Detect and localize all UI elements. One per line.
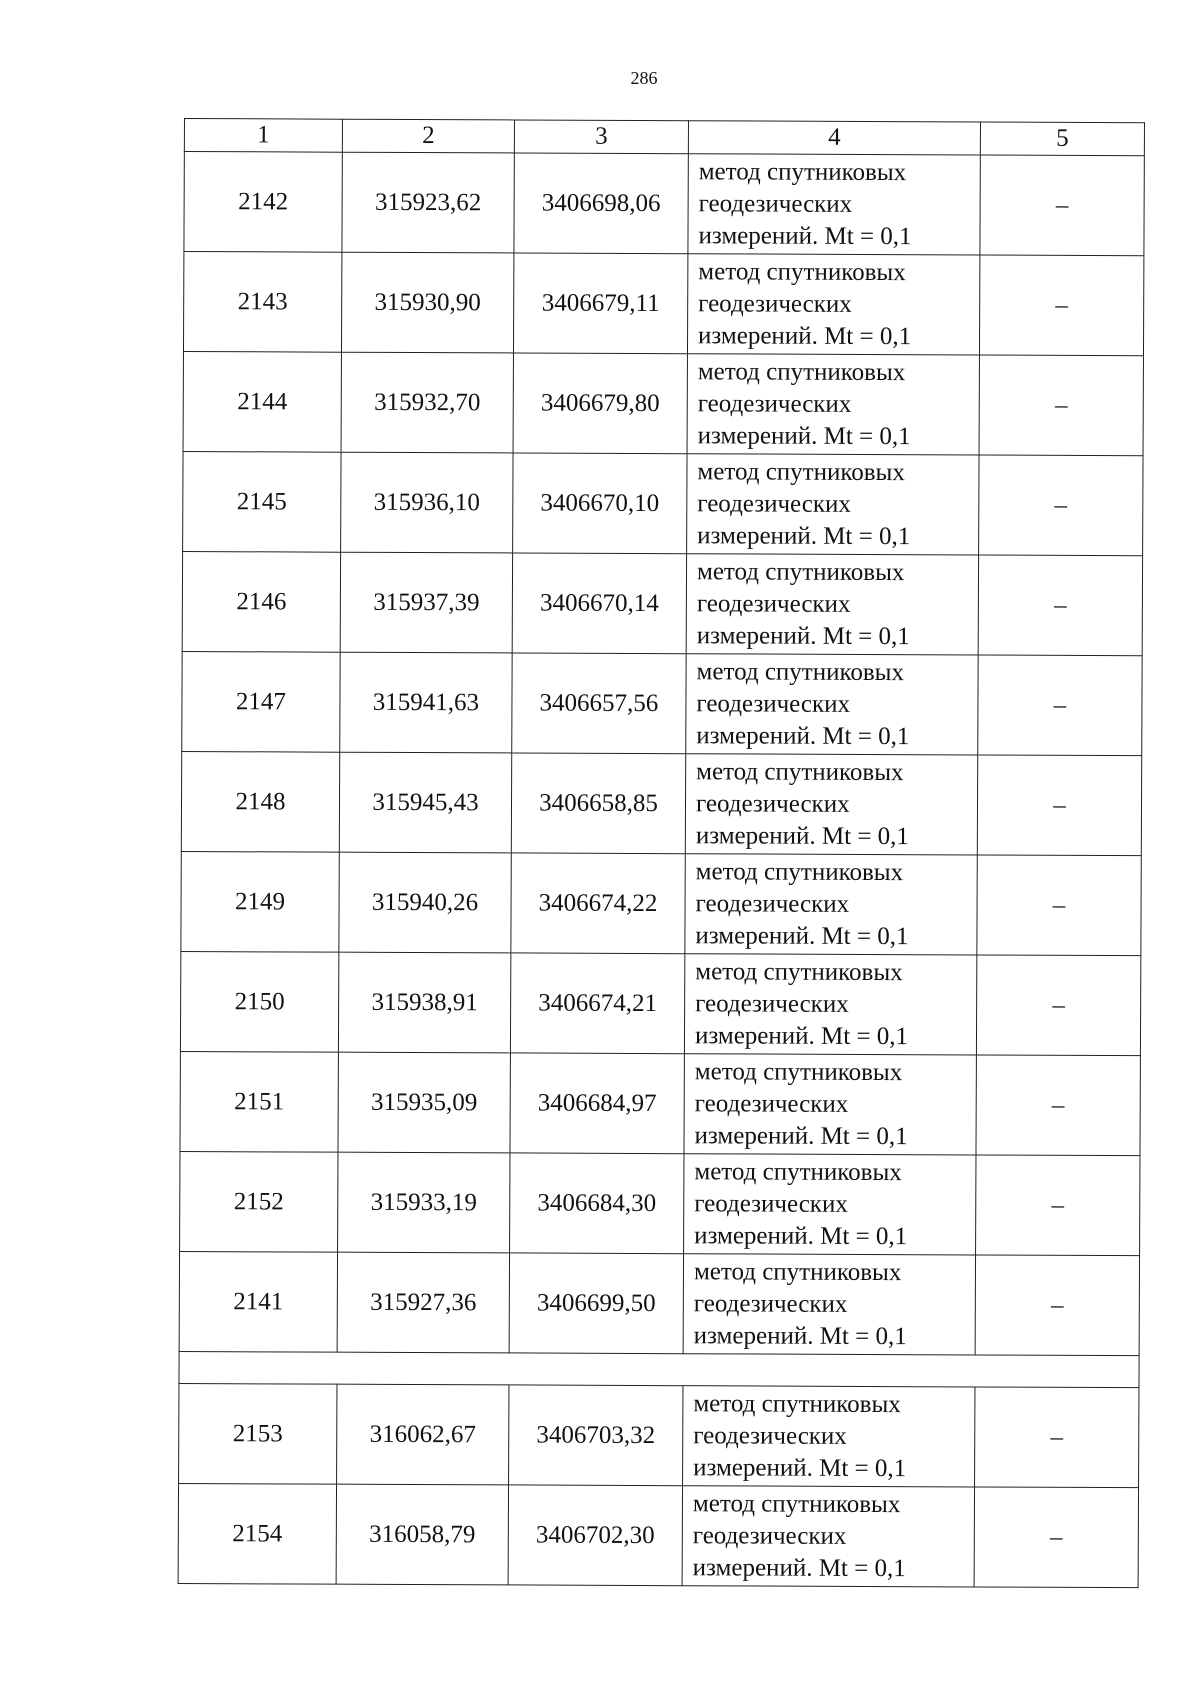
method-line: геодезических — [695, 989, 849, 1018]
method-line: измерений. Mt = 0,1 — [698, 221, 912, 250]
note-cell: – — [977, 755, 1141, 856]
y-coordinate-cell: 3406674,22 — [511, 853, 685, 954]
method-line: геодезических — [696, 689, 851, 718]
method-line: геодезических — [693, 1289, 848, 1318]
method-line: геодезических — [694, 1089, 849, 1118]
method-line: метод спутниковых — [695, 857, 904, 886]
method-cell — [687, 454, 979, 555]
method-cell — [684, 954, 976, 1055]
x-coordinate-cell: 315941,63 — [340, 652, 512, 753]
method-line: метод спутниковых — [694, 1057, 903, 1086]
point-number-cell: 2144 — [183, 351, 341, 452]
point-number-cell: 2147 — [182, 651, 340, 752]
note-cell: – — [977, 855, 1141, 956]
method-line: измерений. Mt = 0,1 — [697, 321, 912, 350]
method-cell — [686, 654, 978, 755]
method-cell — [684, 1154, 976, 1255]
x-coordinate-cell: 315930,90 — [341, 252, 513, 353]
y-coordinate-cell: 3406684,97 — [510, 1053, 684, 1154]
method-line: геодезических — [694, 1189, 848, 1218]
column-header-4: 4 — [688, 121, 980, 155]
point-number-cell: 2145 — [183, 451, 341, 552]
note-cell: – — [980, 155, 1144, 256]
column-header-2: 2 — [342, 119, 514, 153]
x-coordinate-cell: 315938,91 — [338, 952, 510, 1053]
x-coordinate-cell: 315932,70 — [341, 352, 513, 453]
note-cell: – — [978, 555, 1142, 656]
method-line: геодезических — [698, 289, 852, 318]
point-number-cell: 2152 — [180, 1151, 338, 1252]
x-coordinate-cell: 316062,67 — [337, 1384, 509, 1485]
table-row — [179, 1251, 1139, 1355]
note-cell: – — [976, 955, 1140, 1056]
table-row — [178, 1483, 1138, 1587]
method-cell — [685, 754, 977, 855]
point-number-cell: 2141 — [179, 1251, 337, 1352]
method-line: геодезических — [693, 1421, 847, 1450]
method-line: измерений. Mt = 0,1 — [693, 1453, 907, 1482]
method-line: измерений. Mt = 0,1 — [694, 1021, 909, 1050]
point-number-cell: 2151 — [180, 1051, 338, 1152]
method-line: метод спутниковых — [694, 1157, 902, 1186]
method-cell — [684, 1054, 976, 1155]
group-separator-row — [179, 1351, 1139, 1387]
method-line: метод спутниковых — [697, 357, 906, 386]
column-header-5: 5 — [980, 122, 1144, 156]
x-coordinate-cell: 315935,09 — [338, 1052, 510, 1153]
method-line: метод спутниковых — [696, 657, 905, 686]
method-cell — [688, 154, 980, 255]
x-coordinate-cell: 315940,26 — [339, 852, 511, 953]
x-coordinate-cell: 315936,10 — [341, 452, 513, 553]
x-coordinate-cell: 315937,39 — [340, 552, 512, 653]
method-cell — [682, 1486, 974, 1587]
method-cell — [687, 354, 979, 455]
note-cell: – — [978, 655, 1142, 756]
method-line: метод спутниковых — [696, 557, 905, 586]
y-coordinate-cell: 3406703,32 — [509, 1385, 683, 1486]
point-number-cell: 2146 — [182, 551, 340, 652]
method-line: измерений. Mt = 0,1 — [694, 1121, 908, 1150]
method-line: геодезических — [695, 789, 850, 818]
method-line: геодезических — [695, 889, 850, 918]
y-coordinate-cell: 3406674,21 — [510, 953, 684, 1054]
y-coordinate-cell: 3406657,56 — [512, 653, 686, 754]
method-line: геодезических — [698, 189, 853, 218]
note-cell: – — [975, 1255, 1139, 1356]
x-coordinate-cell: 315933,19 — [338, 1152, 510, 1253]
y-coordinate-cell: 3406702,30 — [508, 1485, 682, 1586]
method-line: измерений. Mt = 0,1 — [696, 621, 910, 650]
method-line: метод спутниковых — [693, 1389, 901, 1418]
table-row — [184, 152, 1144, 256]
column-header-1: 1 — [184, 119, 342, 153]
column-header-3: 3 — [514, 120, 688, 154]
method-line: измерений. Mt = 0,1 — [695, 921, 909, 950]
table-row — [180, 1051, 1140, 1155]
method-line: измерений. Mt = 0,1 — [693, 1321, 907, 1350]
y-coordinate-cell: 3406699,50 — [509, 1253, 683, 1354]
method-line: метод спутниковых — [692, 1489, 901, 1518]
table-row — [182, 651, 1142, 755]
method-cell — [687, 254, 979, 355]
method-line: измерений. Mt = 0,1 — [696, 721, 910, 750]
note-cell: – — [976, 1155, 1140, 1256]
method-cell — [683, 1386, 975, 1487]
table-row — [179, 1383, 1139, 1487]
method-line: геодезических — [697, 389, 852, 418]
note-cell: – — [979, 455, 1143, 556]
table-header-row — [184, 119, 1144, 156]
table-body — [178, 152, 1144, 1588]
point-number-cell: 2150 — [180, 951, 338, 1052]
table-row — [183, 351, 1143, 455]
y-coordinate-cell: 3406684,30 — [510, 1153, 684, 1254]
table-row — [180, 951, 1140, 1055]
method-line: измерений. Mt = 0,1 — [697, 421, 911, 450]
method-line: измерений. Mt = 0,1 — [694, 1221, 908, 1250]
page-number: 286 — [630, 68, 658, 88]
method-line: измерений. Mt = 0,1 — [692, 1553, 906, 1582]
y-coordinate-cell: 3406670,10 — [513, 453, 687, 554]
point-number-cell: 2149 — [181, 851, 339, 952]
note-cell: – — [975, 1387, 1139, 1488]
method-line: измерений. Mt = 0,1 — [695, 821, 910, 850]
table-row — [180, 1151, 1140, 1255]
y-coordinate-cell: 3406698,06 — [514, 153, 688, 254]
method-cell — [686, 554, 978, 655]
point-number-cell: 2142 — [184, 152, 342, 253]
method-cell — [685, 854, 977, 955]
method-line: измерений. Mt = 0,1 — [697, 521, 911, 550]
method-line: метод спутниковых — [693, 1257, 902, 1286]
method-line: метод спутниковых — [698, 257, 906, 286]
method-line: геодезических — [692, 1521, 847, 1550]
y-coordinate-cell: 3406658,85 — [511, 753, 685, 854]
method-line: метод спутниковых — [697, 457, 905, 486]
table-row — [182, 551, 1142, 655]
x-coordinate-cell: 315927,36 — [337, 1252, 509, 1353]
note-cell: – — [979, 355, 1143, 456]
y-coordinate-cell: 3406670,14 — [512, 553, 686, 654]
x-coordinate-cell: 315945,43 — [339, 752, 511, 853]
table-row — [183, 451, 1143, 555]
group-separator-cell — [179, 1351, 1139, 1387]
coordinates-table — [178, 118, 1145, 1588]
x-coordinate-cell: 316058,79 — [336, 1484, 508, 1585]
note-cell: – — [979, 255, 1143, 356]
point-number-cell: 2154 — [178, 1483, 336, 1584]
y-coordinate-cell: 3406679,11 — [513, 253, 687, 354]
table-row — [181, 751, 1141, 855]
table-row — [183, 252, 1143, 356]
y-coordinate-cell: 3406679,80 — [513, 353, 687, 454]
note-cell: – — [976, 1055, 1140, 1156]
method-line: геодезических — [697, 489, 851, 518]
method-cell — [683, 1254, 975, 1355]
method-line: метод спутниковых — [698, 157, 907, 186]
method-line: геодезических — [696, 589, 851, 618]
table-row — [181, 851, 1141, 955]
note-cell: – — [974, 1487, 1138, 1588]
point-number-cell: 2143 — [183, 252, 341, 353]
point-number-cell: 2153 — [179, 1383, 337, 1484]
point-number-cell: 2148 — [181, 751, 339, 852]
method-line: метод спутниковых — [695, 957, 903, 986]
x-coordinate-cell: 315923,62 — [342, 152, 514, 253]
method-line: метод спутниковых — [696, 757, 904, 786]
